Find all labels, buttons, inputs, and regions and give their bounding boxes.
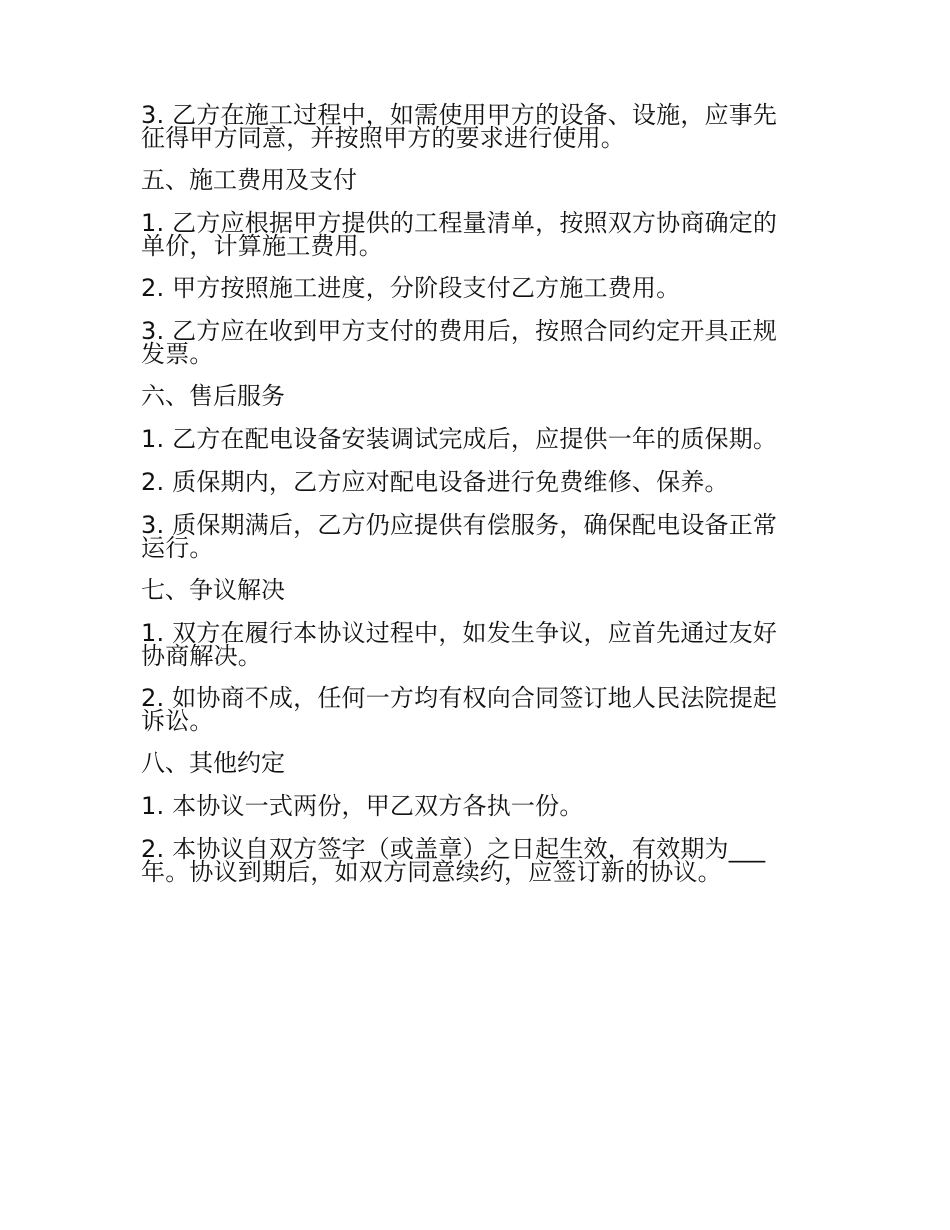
paragraph [141, 425, 801, 453]
text-line: 3. 质保期满后，乙方仍应提供有偿服务，确保配电设备正常 [141, 511, 778, 539]
paragraph [141, 619, 801, 670]
text-line: 3. 乙方应在收到甲方支付的费用后，按照合同约定开具正规 [141, 317, 778, 345]
text-line: 1. 双方在履行本协议过程中，如发生争议，应首先通过友好 [141, 619, 778, 647]
text-line: 五、施工费用及支付 [141, 166, 357, 194]
text-line: 年。协议到期后，如双方同意续约，应签订新的协议。 [141, 858, 722, 886]
text-line: 六、售后服务 [141, 382, 285, 410]
text-line: 2. 如协商不成，任何一方均有权向合同签订地人民法院提起 [141, 684, 778, 712]
paragraph [141, 101, 801, 152]
document-page [141, 101, 801, 903]
paragraph [141, 511, 801, 562]
text-line: 七、争议解决 [141, 576, 285, 604]
text-line: 发票。 [141, 340, 214, 368]
text-line: 2. 甲方按照施工进度，分阶段支付乙方施工费用。 [141, 274, 681, 302]
text-line: 2. 本协议自双方签字（或盖章）之日起生效，有效期为___ [141, 835, 766, 863]
text-line: 八、其他约定 [141, 749, 285, 777]
text-line: 1. 乙方应根据甲方提供的工程量清单，按照双方协商确定的 [141, 209, 778, 237]
section-heading [141, 749, 801, 777]
paragraph [141, 792, 801, 820]
text-line: 征得甲方同意，并按照甲方的要求进行使用。 [141, 124, 625, 152]
text-line: 1. 本协议一式两份，甲乙双方各执一份。 [141, 792, 584, 820]
section-heading [141, 166, 801, 194]
text-line: 1. 乙方在配电设备安装调试完成后，应提供一年的质保期。 [141, 425, 778, 453]
text-line: 2. 质保期内，乙方应对配电设备进行免费维修、保养。 [141, 468, 729, 496]
paragraph [141, 209, 801, 260]
paragraph [141, 468, 801, 496]
paragraph [141, 684, 801, 735]
paragraph [141, 317, 801, 368]
section-heading [141, 576, 801, 604]
text-line: 运行。 [141, 534, 214, 562]
text-line: 诉讼。 [141, 707, 214, 735]
text-line: 协商解决。 [141, 642, 262, 670]
text-line: 3. 乙方在施工过程中，如需使用甲方的设备、设施，应事先 [141, 101, 778, 129]
text-line: 单价，计算施工费用。 [141, 232, 383, 260]
paragraph [141, 274, 801, 302]
section-heading [141, 382, 801, 410]
paragraph [141, 835, 801, 886]
